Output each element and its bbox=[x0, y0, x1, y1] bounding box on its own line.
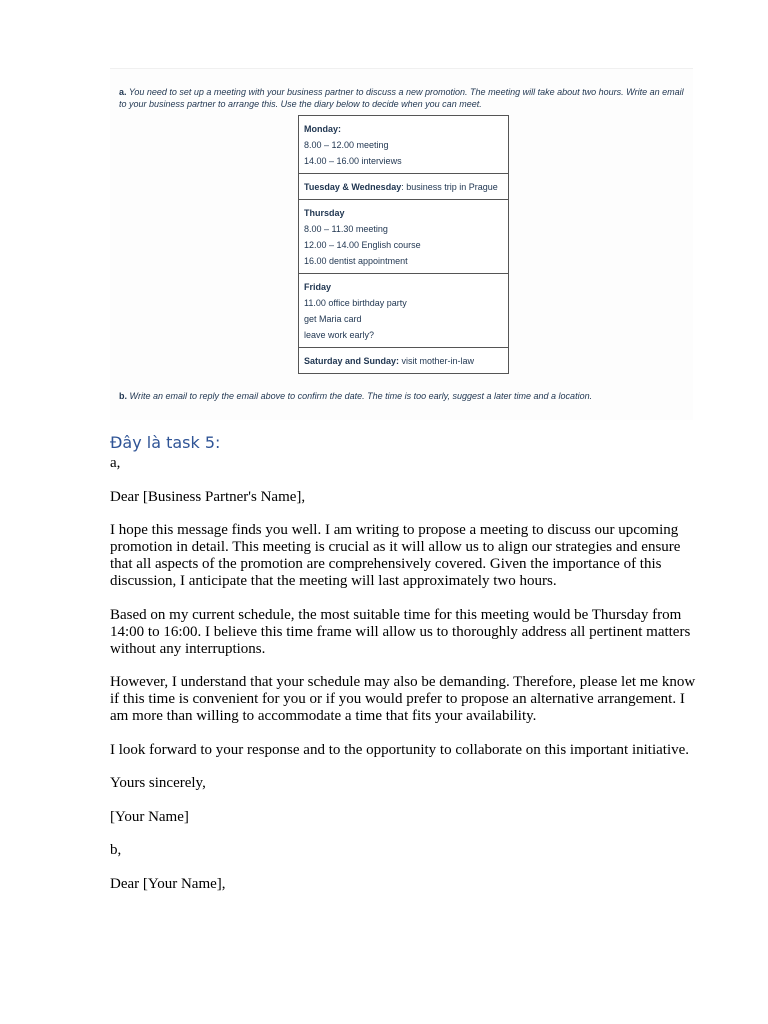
paragraph: I look forward to your response and to the opportunity to collaborate on this important initiative. bbox=[110, 741, 690, 758]
email-body bbox=[110, 455, 700, 909]
diary-day: Thursday bbox=[304, 208, 345, 218]
diary-day: Saturday and Sunday: bbox=[304, 356, 400, 366]
diary-friday bbox=[299, 274, 508, 348]
diary-table bbox=[298, 115, 509, 374]
task-a-instructions bbox=[119, 86, 689, 110]
section-heading: Đây là task 5: bbox=[110, 433, 221, 452]
paragraph: Based on my current schedule, the most suitable time for this meeting would be Thursday from 14:00 to 16:00. I believe this time frame will allow us to thoroughly address all pertinent matters without any interruptions. bbox=[110, 606, 691, 657]
diary-entry: : business trip in Prague bbox=[401, 182, 498, 192]
task-b-instructions bbox=[119, 390, 689, 402]
diary-day: Friday bbox=[304, 282, 332, 292]
diary-thursday bbox=[299, 200, 508, 274]
diary-entry: 12.00 – 14.00 English course bbox=[304, 240, 421, 250]
diary-tuesday-wednesday bbox=[299, 174, 508, 200]
section-label-b: b, bbox=[110, 842, 122, 858]
diary-weekend bbox=[299, 348, 508, 373]
section-label-a: a, bbox=[110, 455, 121, 471]
task-image bbox=[110, 68, 693, 420]
diary-entry: 8.00 – 12.00 meeting bbox=[304, 140, 389, 150]
diary-entry: 14.00 – 16.00 interviews bbox=[304, 156, 402, 166]
task-b-text: Write an email to reply the email above to confirm the date. The time is too early, suggest a later time and a location. bbox=[129, 391, 593, 401]
salutation: Dear [Your Name], bbox=[110, 875, 226, 892]
diary-entry: 16.00 dentist appointment bbox=[304, 256, 408, 266]
diary-monday bbox=[299, 116, 508, 174]
signature: [Your Name] bbox=[110, 808, 189, 825]
diary-entry: visit mother-in-law bbox=[399, 356, 475, 366]
diary-day: Monday: bbox=[304, 124, 341, 134]
task-b-label: b. bbox=[119, 391, 127, 401]
diary-entry: leave work early? bbox=[304, 330, 375, 340]
diary-entry: 8.00 – 11.30 meeting bbox=[304, 224, 388, 234]
salutation: Dear [Business Partner's Name], bbox=[110, 488, 306, 505]
paragraph: I hope this message finds you well. I am writing to propose a meeting to discuss our upcoming promotion in detail. This meeting is crucial as it will allow us to align our strategies and ensure that all aspects of the promotion are comprehensively covered. Given the importance of this discussion, I anticipate that the meeting will last approximately two hours. bbox=[110, 522, 681, 589]
diary-entry: 11.00 office birthday party bbox=[304, 298, 407, 308]
closing: Yours sincerely, bbox=[110, 775, 206, 791]
task-a-label: a. bbox=[119, 87, 127, 97]
task-a-text: You need to set up a meeting with your business partner to discuss a new promotion. The meeting will take about two hours. Write an email to your business partner to arrange this. Use the diary below to decide when you can meet. bbox=[119, 87, 684, 109]
paragraph: However, I understand that your schedule may also be demanding. Therefore, please let me know if this time is convenient for you or if you would prefer to propose an alternative arrangement. I am more than willing to accommodate a time that fits your availability. bbox=[110, 674, 696, 724]
diary-day: Tuesday & Wednesday bbox=[304, 182, 402, 192]
diary-entry: get Maria card bbox=[304, 314, 362, 324]
